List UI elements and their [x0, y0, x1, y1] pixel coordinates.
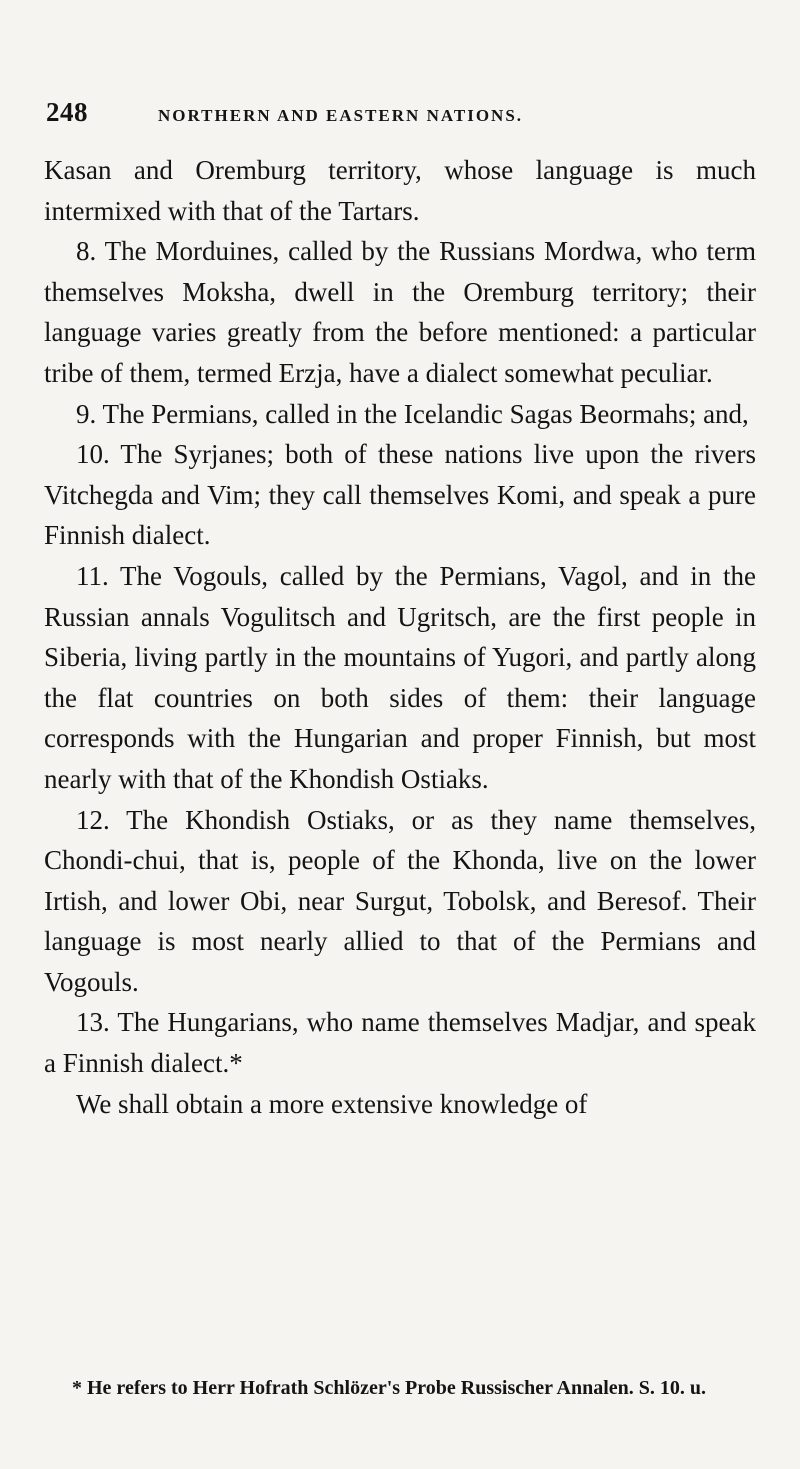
paragraph-item-13: 13. The Hungarians, who name themselves Madjar, and speak a Finnish dialect.* [44, 1007, 756, 1079]
footnote: * He refers to Herr Hofrath Schlözer's Probe Russischer Annalen. S. 10. u. [72, 1377, 707, 1399]
page-number: 248 [46, 97, 88, 127]
paragraph-item-11: 11. The Vogouls, called by the Permians, Vagol, and in the Russian annals Vogulitsch and Ugritsch, are the first people in Siberia, living partly in the mountains of Yugori, and partly along the flat countries on both sides of them: their language corresponds with the Hungarian and proper Finnish, but most nearly with that of the Khondish Ostiaks. [44, 560, 756, 794]
paragraph-item-8: 8. The Morduines, called by the Russians Mordwa, who term themselves Moksha, dwell in the Oremburg territory; their language varies greatly from the before mentioned: a particular tribe of them, termed Erzja, have a dialect somewhat peculiar. [44, 236, 756, 388]
paragraph-continuation: Kasan and Oremburg territory, whose language is much intermixed with that of the Tartars. [44, 155, 756, 226]
running-title: NORTHERN AND EASTERN NATIONS. [158, 106, 524, 125]
paragraph-item-12: 12. The Khondish Ostiaks, or as they name themselves, Chondi-chui, that is, people of the Khonda, live on the lower Irtish, and lower Obi, near Surgut, Tobolsk, and Beresof. Their language is most nearly allied to that of the Permians and Vogouls. [44, 804, 756, 997]
paragraph-closing: We shall obtain a more extensive knowledge of [76, 1088, 588, 1119]
paragraph-item-9: 9. The Permians, called in the Icelandic Sagas Beormahs; and, [76, 398, 749, 429]
page-header [46, 97, 756, 133]
paragraph-item-10: 10. The Syrjanes; both of these nations live upon the rivers Vitchegda and Vim; they call themselves Komi, and speak a pure Finnish dialect. [44, 439, 756, 551]
body-text [44, 150, 756, 1124]
